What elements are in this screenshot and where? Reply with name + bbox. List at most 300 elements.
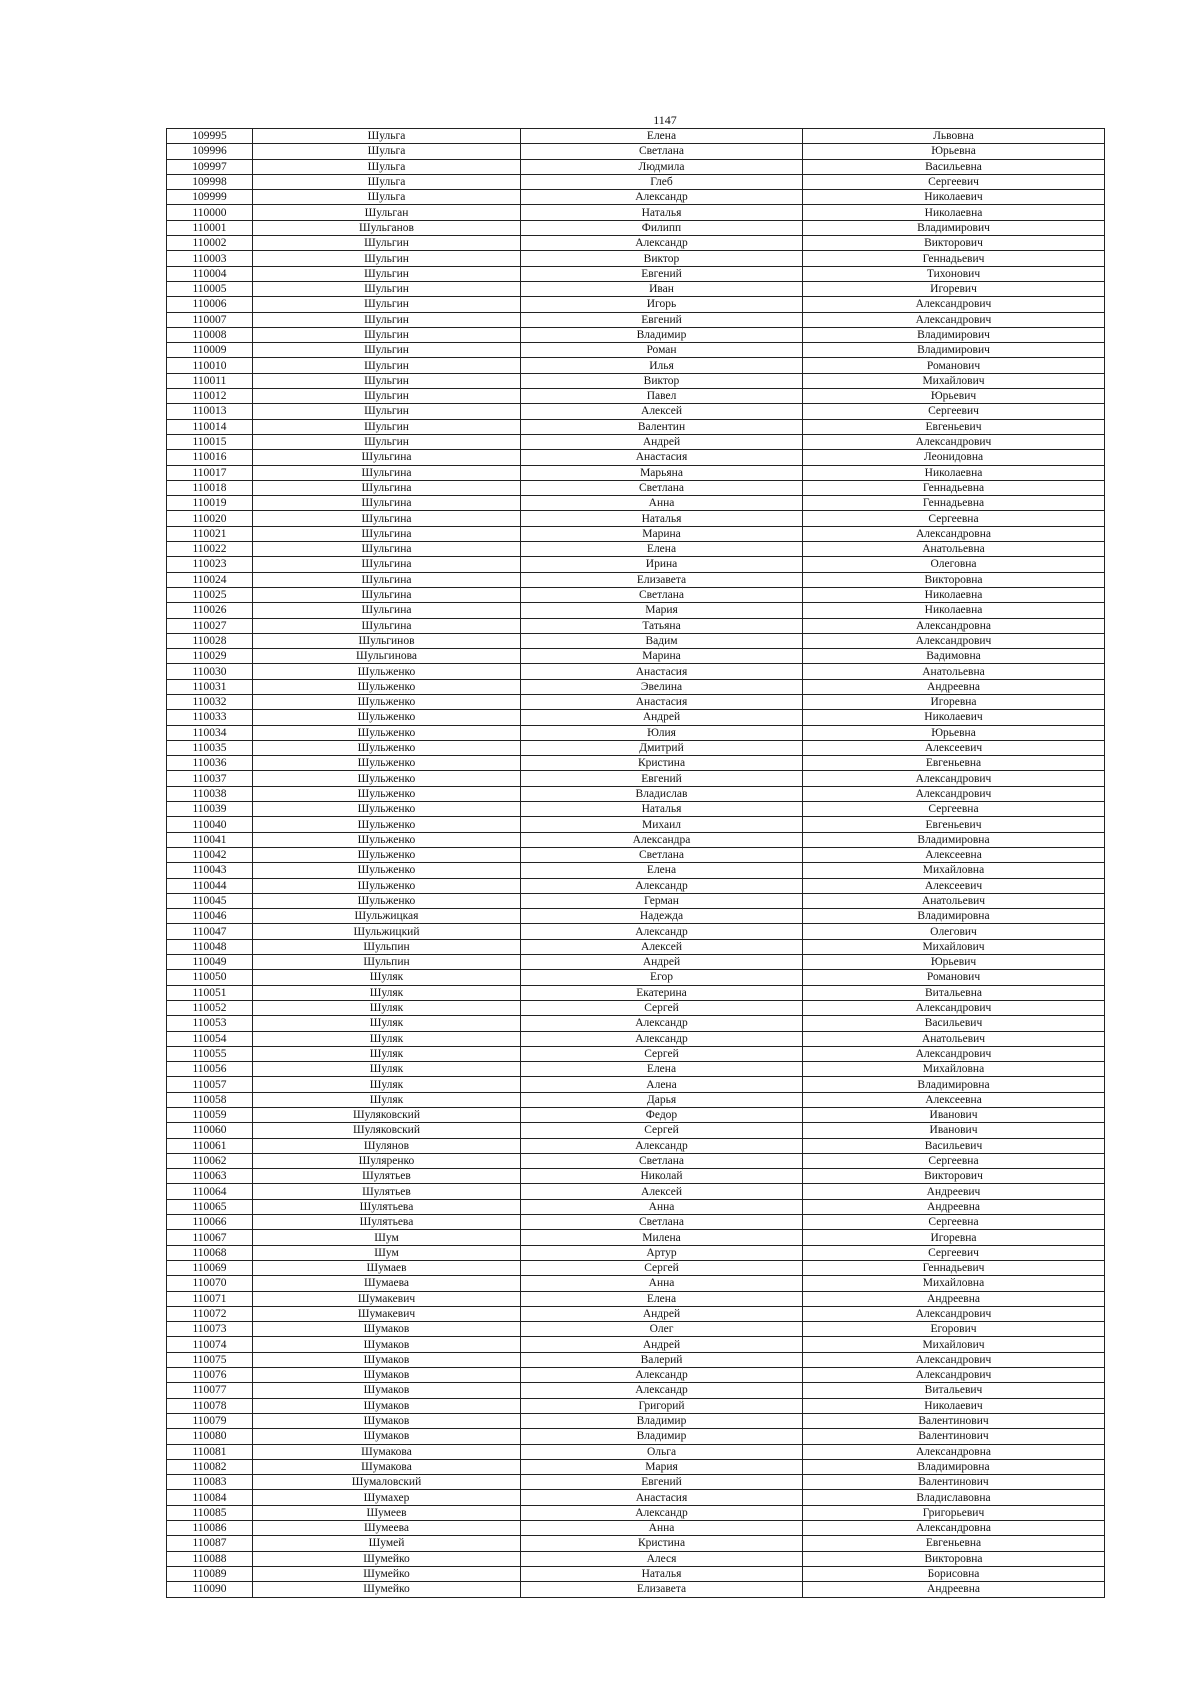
record-number-cell: 110022 (167, 542, 253, 557)
first-name-cell: Владимир (521, 327, 803, 342)
table-row (167, 1444, 1105, 1459)
table-row (167, 343, 1105, 358)
patronymic-cell: Михайловна (803, 863, 1105, 878)
first-name-cell: Надежда (521, 909, 803, 924)
record-number-cell: 110049 (167, 955, 253, 970)
table-row (167, 633, 1105, 648)
table-row (167, 878, 1105, 893)
table-row (167, 955, 1105, 970)
surname-cell: Шумейко (253, 1566, 521, 1581)
record-number-cell: 110021 (167, 526, 253, 541)
first-name-cell: Федор (521, 1108, 803, 1123)
table-row (167, 236, 1105, 251)
record-number-cell: 110030 (167, 664, 253, 679)
surname-cell: Шуляк (253, 970, 521, 985)
record-number-cell: 110080 (167, 1429, 253, 1444)
record-number-cell: 110041 (167, 832, 253, 847)
first-name-cell: Александра (521, 832, 803, 847)
surname-cell: Шульгин (253, 281, 521, 296)
table-row (167, 1108, 1105, 1123)
surname-cell: Шульгина (253, 603, 521, 618)
patronymic-cell: Евгеньевна (803, 1536, 1105, 1551)
patronymic-cell: Васильевна (803, 159, 1105, 174)
patronymic-cell: Иванович (803, 1123, 1105, 1138)
surname-cell: Шуляк (253, 1062, 521, 1077)
patronymic-cell: Евгеньевич (803, 817, 1105, 832)
patronymic-cell: Егорович (803, 1322, 1105, 1337)
first-name-cell: Елена (521, 1291, 803, 1306)
table-row (167, 144, 1105, 159)
first-name-cell: Алексей (521, 1184, 803, 1199)
first-name-cell: Анастасия (521, 694, 803, 709)
table-row (167, 1291, 1105, 1306)
surname-cell: Шуляк (253, 1077, 521, 1092)
table-row (167, 893, 1105, 908)
surname-cell: Шуляк (253, 1031, 521, 1046)
record-number-cell: 110051 (167, 985, 253, 1000)
first-name-cell: Александр (521, 1016, 803, 1031)
first-name-cell: Александр (521, 924, 803, 939)
table-row (167, 557, 1105, 572)
registry-table (166, 128, 1105, 1598)
patronymic-cell: Владимировна (803, 909, 1105, 924)
record-number-cell: 110039 (167, 802, 253, 817)
surname-cell: Шумакевич (253, 1306, 521, 1321)
first-name-cell: Андрей (521, 434, 803, 449)
surname-cell: Шульга (253, 174, 521, 189)
patronymic-cell: Иванович (803, 1108, 1105, 1123)
patronymic-cell: Олегович (803, 924, 1105, 939)
first-name-cell: Наталья (521, 511, 803, 526)
first-name-cell: Андрей (521, 1337, 803, 1352)
first-name-cell: Светлана (521, 480, 803, 495)
first-name-cell: Валентин (521, 419, 803, 434)
surname-cell: Шульгин (253, 297, 521, 312)
table-row (167, 909, 1105, 924)
table-row (167, 327, 1105, 342)
record-number-cell: 110017 (167, 465, 253, 480)
surname-cell: Шульгин (253, 251, 521, 266)
patronymic-cell: Николаевич (803, 710, 1105, 725)
patronymic-cell: Геннадьевич (803, 1260, 1105, 1275)
patronymic-cell: Александровна (803, 1444, 1105, 1459)
table-row (167, 358, 1105, 373)
table-row (167, 1505, 1105, 1520)
surname-cell: Шумаков (253, 1352, 521, 1367)
first-name-cell: Илья (521, 358, 803, 373)
record-number-cell: 110034 (167, 725, 253, 740)
record-number-cell: 110008 (167, 327, 253, 342)
table-row (167, 1046, 1105, 1061)
surname-cell: Шульженко (253, 802, 521, 817)
record-number-cell: 110026 (167, 603, 253, 618)
record-number-cell: 110090 (167, 1582, 253, 1597)
first-name-cell: Александр (521, 1505, 803, 1520)
record-number-cell: 110028 (167, 633, 253, 648)
record-number-cell: 110046 (167, 909, 253, 924)
record-number-cell: 109996 (167, 144, 253, 159)
record-number-cell: 110045 (167, 893, 253, 908)
record-number-cell: 110001 (167, 220, 253, 235)
first-name-cell: Вадим (521, 633, 803, 648)
record-number-cell: 110037 (167, 771, 253, 786)
surname-cell: Шульженко (253, 832, 521, 847)
first-name-cell: Александр (521, 878, 803, 893)
patronymic-cell: Николаевич (803, 190, 1105, 205)
table-row (167, 496, 1105, 511)
first-name-cell: Иван (521, 281, 803, 296)
surname-cell: Шумахер (253, 1490, 521, 1505)
surname-cell: Шульгина (253, 511, 521, 526)
patronymic-cell: Владимирович (803, 343, 1105, 358)
first-name-cell: Светлана (521, 587, 803, 602)
table-row (167, 1077, 1105, 1092)
patronymic-cell: Александрович (803, 786, 1105, 801)
patronymic-cell: Александровна (803, 526, 1105, 541)
record-number-cell: 110043 (167, 863, 253, 878)
table-row (167, 1521, 1105, 1536)
first-name-cell: Елена (521, 863, 803, 878)
table-row (167, 1169, 1105, 1184)
first-name-cell: Артур (521, 1245, 803, 1260)
table-row (167, 511, 1105, 526)
surname-cell: Шумакевич (253, 1291, 521, 1306)
patronymic-cell: Васильевич (803, 1016, 1105, 1031)
record-number-cell: 110044 (167, 878, 253, 893)
patronymic-cell: Андреевич (803, 1184, 1105, 1199)
first-name-cell: Елена (521, 542, 803, 557)
surname-cell: Шумеева (253, 1521, 521, 1536)
table-row (167, 450, 1105, 465)
patronymic-cell: Игоревна (803, 1230, 1105, 1245)
first-name-cell: Елизавета (521, 572, 803, 587)
first-name-cell: Евгений (521, 266, 803, 281)
record-number-cell: 110062 (167, 1153, 253, 1168)
record-number-cell: 110066 (167, 1215, 253, 1230)
table-row (167, 603, 1105, 618)
surname-cell: Шульгин (253, 389, 521, 404)
surname-cell: Шумаков (253, 1337, 521, 1352)
patronymic-cell: Витальевич (803, 1383, 1105, 1398)
table-row (167, 1092, 1105, 1107)
surname-cell: Шумей (253, 1536, 521, 1551)
table-row (167, 373, 1105, 388)
record-number-cell: 110060 (167, 1123, 253, 1138)
table-row (167, 725, 1105, 740)
surname-cell: Шульган (253, 205, 521, 220)
record-number-cell: 110088 (167, 1551, 253, 1566)
patronymic-cell: Александрович (803, 1306, 1105, 1321)
surname-cell: Шулятьева (253, 1199, 521, 1214)
patronymic-cell: Викторовна (803, 1551, 1105, 1566)
record-number-cell: 110002 (167, 236, 253, 251)
surname-cell: Шульженко (253, 878, 521, 893)
first-name-cell: Андрей (521, 955, 803, 970)
first-name-cell: Владимир (521, 1429, 803, 1444)
first-name-cell: Александр (521, 1383, 803, 1398)
patronymic-cell: Геннадьевна (803, 496, 1105, 511)
first-name-cell: Сергей (521, 1046, 803, 1061)
record-number-cell: 110052 (167, 1000, 253, 1015)
patronymic-cell: Сергеевна (803, 1215, 1105, 1230)
patronymic-cell: Юрьевич (803, 955, 1105, 970)
surname-cell: Шумаловский (253, 1475, 521, 1490)
patronymic-cell: Николаевна (803, 465, 1105, 480)
surname-cell: Шульжицкий (253, 924, 521, 939)
table-row (167, 1383, 1105, 1398)
first-name-cell: Людмила (521, 159, 803, 174)
table-row (167, 1016, 1105, 1031)
patronymic-cell: Александрович (803, 633, 1105, 648)
patronymic-cell: Александровна (803, 618, 1105, 633)
registry-table-body (167, 129, 1105, 1598)
patronymic-cell: Сергеевна (803, 802, 1105, 817)
first-name-cell: Анна (521, 1521, 803, 1536)
table-row (167, 1551, 1105, 1566)
patronymic-cell: Леонидовна (803, 450, 1105, 465)
patronymic-cell: Витальевна (803, 985, 1105, 1000)
patronymic-cell: Валентинович (803, 1475, 1105, 1490)
patronymic-cell: Викторовна (803, 572, 1105, 587)
patronymic-cell: Николаевна (803, 587, 1105, 602)
surname-cell: Шум (253, 1230, 521, 1245)
record-number-cell: 110054 (167, 1031, 253, 1046)
first-name-cell: Светлана (521, 144, 803, 159)
record-number-cell: 110078 (167, 1398, 253, 1413)
surname-cell: Шумейко (253, 1582, 521, 1597)
first-name-cell: Анна (521, 1276, 803, 1291)
first-name-cell: Виктор (521, 373, 803, 388)
record-number-cell: 110040 (167, 817, 253, 832)
surname-cell: Шумеев (253, 1505, 521, 1520)
first-name-cell: Светлана (521, 1215, 803, 1230)
table-row (167, 190, 1105, 205)
patronymic-cell: Романович (803, 970, 1105, 985)
surname-cell: Шульпин (253, 955, 521, 970)
table-row (167, 802, 1105, 817)
patronymic-cell: Романович (803, 358, 1105, 373)
table-row (167, 694, 1105, 709)
patronymic-cell: Алексеевна (803, 1092, 1105, 1107)
surname-cell: Шульгинов (253, 633, 521, 648)
record-number-cell: 110061 (167, 1138, 253, 1153)
surname-cell: Шуляк (253, 1092, 521, 1107)
table-row (167, 1368, 1105, 1383)
surname-cell: Шулятьев (253, 1184, 521, 1199)
surname-cell: Шульгина (253, 542, 521, 557)
record-number-cell: 110003 (167, 251, 253, 266)
surname-cell: Шульгин (253, 312, 521, 327)
record-number-cell: 110042 (167, 847, 253, 862)
record-number-cell: 110035 (167, 740, 253, 755)
patronymic-cell: Евгеньевич (803, 419, 1105, 434)
table-row (167, 1566, 1105, 1581)
surname-cell: Шульгин (253, 358, 521, 373)
record-number-cell: 110048 (167, 939, 253, 954)
record-number-cell: 110047 (167, 924, 253, 939)
record-number-cell: 110077 (167, 1383, 253, 1398)
surname-cell: Шумакова (253, 1459, 521, 1474)
record-number-cell: 110053 (167, 1016, 253, 1031)
table-row (167, 924, 1105, 939)
patronymic-cell: Михайловна (803, 1276, 1105, 1291)
first-name-cell: Павел (521, 389, 803, 404)
record-number-cell: 110050 (167, 970, 253, 985)
record-number-cell: 109999 (167, 190, 253, 205)
patronymic-cell: Анатольевич (803, 893, 1105, 908)
patronymic-cell: Евгеньевна (803, 756, 1105, 771)
table-row (167, 1153, 1105, 1168)
first-name-cell: Кристина (521, 1536, 803, 1551)
table-row (167, 1398, 1105, 1413)
patronymic-cell: Анатольевна (803, 542, 1105, 557)
record-number-cell: 110065 (167, 1199, 253, 1214)
table-row (167, 389, 1105, 404)
table-row (167, 312, 1105, 327)
first-name-cell: Виктор (521, 251, 803, 266)
table-row (167, 159, 1105, 174)
record-number-cell: 110079 (167, 1413, 253, 1428)
patronymic-cell: Игоревна (803, 694, 1105, 709)
surname-cell: Шульгина (253, 526, 521, 541)
table-row (167, 220, 1105, 235)
first-name-cell: Михаил (521, 817, 803, 832)
table-row (167, 205, 1105, 220)
surname-cell: Шульженко (253, 817, 521, 832)
record-number-cell: 110068 (167, 1245, 253, 1260)
first-name-cell: Мария (521, 603, 803, 618)
table-row (167, 649, 1105, 664)
table-row (167, 266, 1105, 281)
surname-cell: Шульгин (253, 434, 521, 449)
table-row (167, 771, 1105, 786)
table-row (167, 1031, 1105, 1046)
table-row (167, 970, 1105, 985)
patronymic-cell: Владимирович (803, 220, 1105, 235)
table-row (167, 1000, 1105, 1015)
record-number-cell: 110020 (167, 511, 253, 526)
record-number-cell: 110073 (167, 1322, 253, 1337)
surname-cell: Шульгина (253, 557, 521, 572)
record-number-cell: 110004 (167, 266, 253, 281)
surname-cell: Шульгина (253, 450, 521, 465)
surname-cell: Шульгин (253, 236, 521, 251)
first-name-cell: Кристина (521, 756, 803, 771)
surname-cell: Шульженко (253, 740, 521, 755)
first-name-cell: Анастасия (521, 450, 803, 465)
first-name-cell: Анна (521, 496, 803, 511)
table-row (167, 817, 1105, 832)
record-number-cell: 110071 (167, 1291, 253, 1306)
table-row (167, 434, 1105, 449)
surname-cell: Шульженко (253, 679, 521, 694)
surname-cell: Шумаков (253, 1429, 521, 1444)
surname-cell: Шульженко (253, 847, 521, 862)
record-number-cell: 110086 (167, 1521, 253, 1536)
surname-cell: Шульгина (253, 496, 521, 511)
first-name-cell: Владимир (521, 1413, 803, 1428)
patronymic-cell: Михайловна (803, 1062, 1105, 1077)
first-name-cell: Татьяна (521, 618, 803, 633)
patronymic-cell: Сергеевна (803, 1153, 1105, 1168)
record-number-cell: 110033 (167, 710, 253, 725)
first-name-cell: Александр (521, 1031, 803, 1046)
first-name-cell: Милена (521, 1230, 803, 1245)
record-number-cell: 110083 (167, 1475, 253, 1490)
record-number-cell: 110023 (167, 557, 253, 572)
patronymic-cell: Валентинович (803, 1413, 1105, 1428)
patronymic-cell: Анатольевич (803, 1031, 1105, 1046)
record-number-cell: 110087 (167, 1536, 253, 1551)
table-row (167, 679, 1105, 694)
surname-cell: Шулятьева (253, 1215, 521, 1230)
record-number-cell: 110063 (167, 1169, 253, 1184)
patronymic-cell: Александровна (803, 1521, 1105, 1536)
surname-cell: Шумейко (253, 1551, 521, 1566)
first-name-cell: Николай (521, 1169, 803, 1184)
table-row (167, 526, 1105, 541)
page-number: 1147 (653, 113, 677, 127)
record-number-cell: 110069 (167, 1260, 253, 1275)
record-number-cell: 109995 (167, 129, 253, 144)
first-name-cell: Егор (521, 970, 803, 985)
surname-cell: Шумакова (253, 1444, 521, 1459)
first-name-cell: Алена (521, 1077, 803, 1092)
table-row (167, 587, 1105, 602)
patronymic-cell: Николаевна (803, 205, 1105, 220)
record-number-cell: 110057 (167, 1077, 253, 1092)
patronymic-cell: Александрович (803, 312, 1105, 327)
surname-cell: Шульга (253, 144, 521, 159)
table-row (167, 740, 1105, 755)
surname-cell: Шумаков (253, 1322, 521, 1337)
surname-cell: Шульгин (253, 266, 521, 281)
first-name-cell: Сергей (521, 1123, 803, 1138)
table-row (167, 939, 1105, 954)
first-name-cell: Игорь (521, 297, 803, 312)
table-row (167, 251, 1105, 266)
surname-cell: Шулянов (253, 1138, 521, 1153)
table-row (167, 1582, 1105, 1597)
record-number-cell: 110012 (167, 389, 253, 404)
surname-cell: Шульпин (253, 939, 521, 954)
first-name-cell: Марьяна (521, 465, 803, 480)
patronymic-cell: Тихонович (803, 266, 1105, 281)
record-number-cell: 110010 (167, 358, 253, 373)
surname-cell: Шульгин (253, 419, 521, 434)
surname-cell: Шульгина (253, 572, 521, 587)
first-name-cell: Сергей (521, 1260, 803, 1275)
patronymic-cell: Юрьевич (803, 389, 1105, 404)
first-name-cell: Наталья (521, 1566, 803, 1581)
patronymic-cell: Алексеевич (803, 740, 1105, 755)
record-number-cell: 110070 (167, 1276, 253, 1291)
record-number-cell: 110075 (167, 1352, 253, 1367)
first-name-cell: Юлия (521, 725, 803, 740)
record-number-cell: 110064 (167, 1184, 253, 1199)
surname-cell: Шульгинова (253, 649, 521, 664)
surname-cell: Шульженко (253, 694, 521, 709)
surname-cell: Шульга (253, 159, 521, 174)
first-name-cell: Александр (521, 236, 803, 251)
record-number-cell: 110036 (167, 756, 253, 771)
surname-cell: Шульженко (253, 786, 521, 801)
patronymic-cell: Александрович (803, 771, 1105, 786)
first-name-cell: Филипп (521, 220, 803, 235)
first-name-cell: Сергей (521, 1000, 803, 1015)
table-row (167, 710, 1105, 725)
record-number-cell: 110059 (167, 1108, 253, 1123)
